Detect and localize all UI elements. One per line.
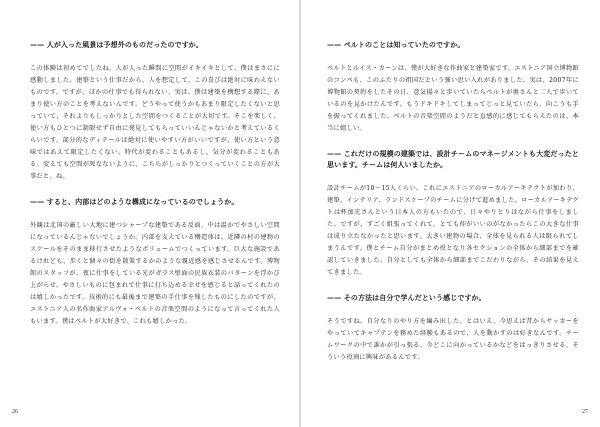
left-page-content (30, 40, 280, 342)
question-heading: —— ペルトのことは知っていたのですか。 (327, 41, 465, 49)
page-number: 27 (582, 409, 588, 415)
interview-section (30, 197, 280, 328)
question-heading: —— その方法は自分で学んだという感じですか。 (327, 294, 486, 302)
interview-section (327, 40, 579, 135)
interview-section (327, 149, 579, 279)
answer-paragraph: 外観は北国の厳しい大地に建つシャープな建築である反面、中は温かでやさしい空間になっているんじゃないでしょうか。内部を支えている構造体は、近隣の村の建物のスケールをそのまま移行させたようなボリュームでつくっています。巨大な施設であるけれども、歩くと個々の街を散策するかのような親近感を感じさせるんです。博物館のスタッフが、夜に仕事をしている光がガラス壁面の民族衣装のパターンを浮かび上がらせ、やさしいものに包まれて仕事に打ち込める幸せを感じると話ってくれたのは嬉しかったです。技術的にも最後まで建築の手仕事を残したものにしたのですが、エストニア人の名作曲家アルヴォ・ペルトの音楽空間のようになって言ってくれた人もいます。僕はペルトが大好きで、これも嬉しかった。 (30, 222, 280, 325)
interview-section (327, 293, 579, 364)
answer-paragraph: ペルトとルイス・カーンは、僕が大好きな作曲家と建築家です。エストニア国立博物館のコンペも、このふたりの祖国だという強い思い入れがありました。実は、2007年に博物館の契約をしたその日、意気揚々と歩いていたらペルトが奥さんと二人で歩いているのを見かけたんです。もうドキドキしてしまってじっと見ていたら、向こうも手を振ってくれました。ペルトの音楽空間のようだと直感的に感じてもらえたのは、本当に嬉しい。 (327, 65, 579, 132)
page-number: 26 (12, 409, 18, 415)
question-heading: —— 人が入った風景は予想外のものだったのですか。 (30, 41, 203, 49)
answer-paragraph: そうですね。自分なりのやり方を編み出した。とはいえ、今思えば昔からサッカーをやっていてキャプテンを務めた経験もあるので、人を動かすのは好きなんです。チームワークの中で誰かが引っ張る、今どこに向かっているかなどをはっきりさせる、そういう役割に興味があるんです。 (327, 318, 579, 361)
answer-paragraph: この体験は初めてでしたね。人が人った瞬間に空間がイキイキとして、僕はまさにに感動しました。建築という仕事だから、人を想定して、この喜びは絶対に味わえないものです。ですが、ほかの仕事でも得られない、実は、僕は建築を構想する際に、あまり使い方のことを考えないんです。どうやって使うかもあまり限定したくないと思っていて、それよりもしっかりとした空間をつくることが大切です。そこを楽しく、使い方もひとつに制限せず自由に発見してもらっていいんじゃないかと考えているくらいです。部分的なディテールは絶対に使いやすい方がいいですが、使い方という意味ではあえて限定したくない。時代が変わることもあるし、気分が変わることもある。変えても空間が死なないように、こちらがしっかりとつくっていくことの方が大事だと、ね。 (30, 65, 280, 180)
right-page (301, 0, 600, 427)
question-heading: —— すると、内部はどのような構成になっているのでしょうか。 (30, 198, 239, 206)
interview-section (30, 40, 280, 183)
question-heading: —— これだけの規模の建築では、設計チームのマネージメントも大変だったと思います。チームは何人いましたか。 (327, 150, 579, 169)
answer-paragraph: 設計チームが10〜15人くらい。これにエストニアのローカルアーキテクトが加わり、建築、インテリア、ランドスケープのチームに分けて進めました。ローカルアーキテクトは杯加光さんという日本人の方もいたので、日々やりとりはながら仕事をしました。ですが、すごく組張ってくれて。とても仲がいいのがなかったらこの大きな仕事は成り立たなかったと思います。大きい建物の場合、全体を見られる人は限られてしまうんです。僕とチーム自分がまとめ役となり各セクションの全体から細部までを確認していきました。自分としても全体から細部までこだわりながら、その結果を見えてきました。 (327, 185, 579, 276)
left-page (0, 0, 299, 427)
right-page-content (327, 40, 579, 378)
